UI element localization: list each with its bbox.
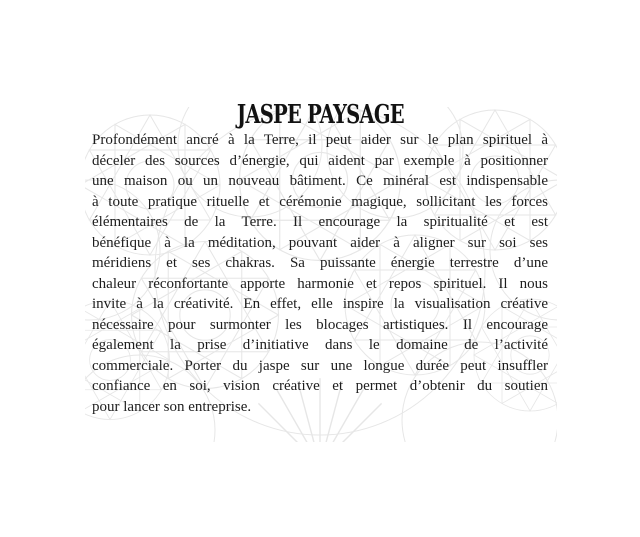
paragraph-line-text: déceler des sources d’énergie, qui aident par exemple à positionner (92, 152, 548, 169)
paragraph-line-text: bénéfique à la méditation, pouvant aider à aligner sur soi ses (92, 234, 548, 251)
paragraph-line-text: élémentaires de la Terre. Il encourage la spiritualité et est (92, 214, 548, 230)
paragraph-line (92, 212, 548, 233)
paragraph-line (92, 233, 548, 254)
paragraph-line-text: chaleur réconfortante apporte harmonie et repos spirituel. Il nous (92, 275, 548, 292)
paragraph-line (92, 253, 548, 274)
paragraph-line (92, 397, 548, 418)
paragraph-line-text: pour lancer son entreprise. (92, 398, 252, 415)
paragraph-line (92, 274, 548, 295)
jaspe-paysage-card (92, 0, 548, 417)
paragraph-line-text: méridiens et ses chakras. Sa puissante énergie terrestre d’une (92, 255, 548, 271)
page-title-text: JASPE PAYSAGE (236, 100, 404, 130)
paragraph-line-text: une maison ou un nouveau bâtiment. Ce minéral est indispensable (92, 173, 548, 189)
paragraph-line (92, 294, 548, 315)
paragraph-line (92, 192, 548, 213)
paragraph-line-text: commerciale. Porter du jaspe sur une longue durée peut insuffler (92, 357, 548, 374)
paragraph-line (92, 315, 548, 336)
page-title (92, 97, 548, 130)
paragraph-line-text: confiance en soi, vision créative et permet d’obtenir du soutien (92, 378, 548, 394)
paragraph-line-text: à toute pratique rituelle et cérémonie magique, sollicitant les forces (92, 193, 548, 210)
paragraph-line (92, 151, 548, 172)
body-paragraph (92, 130, 548, 417)
paragraph-line (92, 171, 548, 192)
paragraph-line-text: nécessaire pour surmonter les blocages artistiques. Il encourage (92, 316, 548, 333)
paragraph-line-text: invite à la créativité. En effet, elle inspire la visualisation créative (92, 296, 548, 312)
paragraph-line (92, 335, 548, 356)
paragraph-line (92, 356, 548, 377)
paragraph-line-text: également la prise d’initiative dans le domaine de l’activité (92, 337, 548, 353)
paragraph-line (92, 130, 548, 151)
paragraph-line-text: Profondément ancré à la Terre, il peut aider sur le plan spirituel à (92, 132, 548, 148)
paragraph-line (92, 376, 548, 397)
